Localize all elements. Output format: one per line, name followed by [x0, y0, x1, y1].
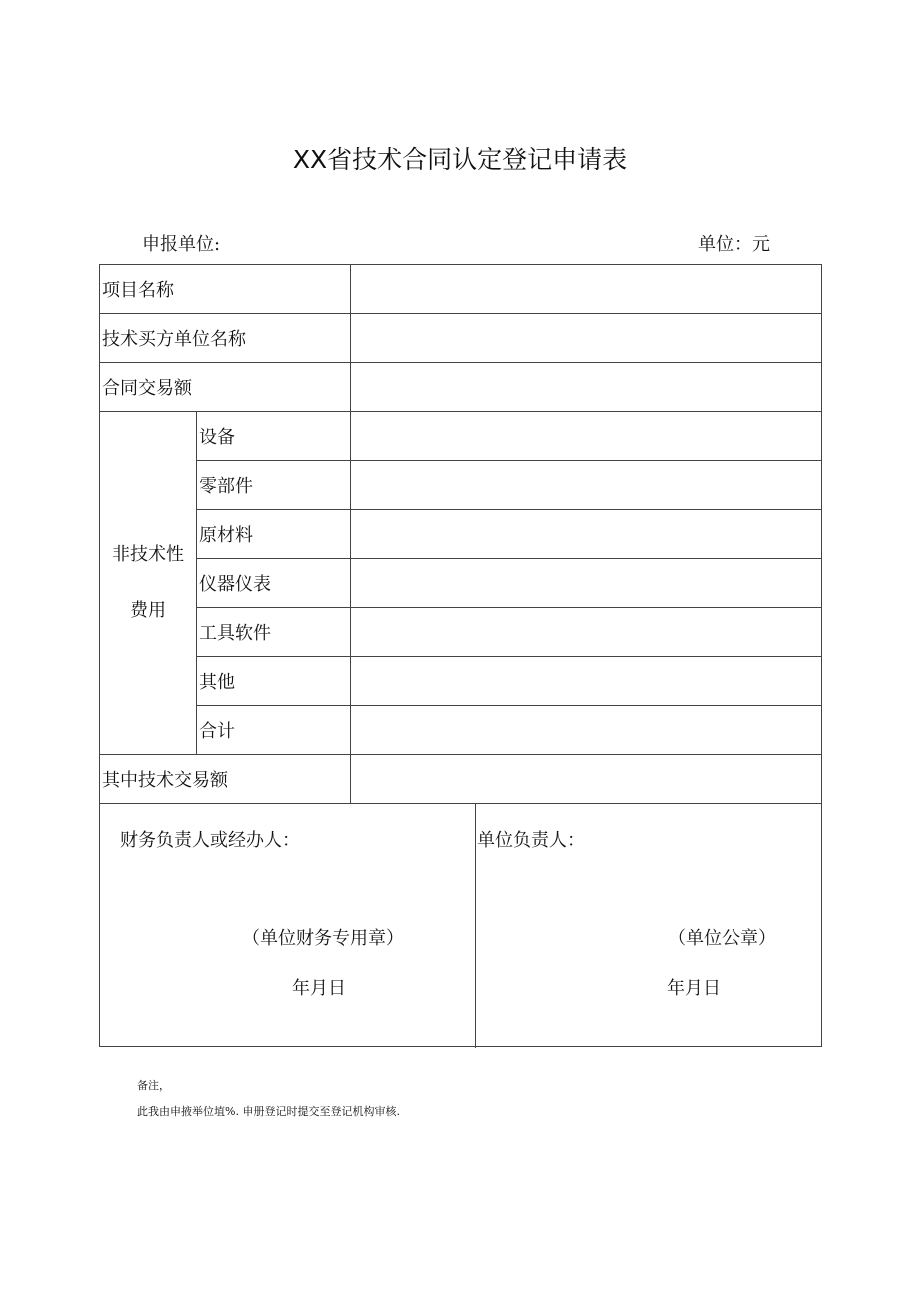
tech-amount-row — [100, 755, 822, 804]
finance-date-label: 年月日 — [292, 978, 346, 999]
tech-amount-field[interactable] — [351, 755, 822, 804]
cost-item-label: 原材料 — [197, 510, 351, 559]
applicant-label: 申报单位: — [142, 234, 221, 255]
cost-item-label: 其他 — [197, 657, 351, 706]
cost-row-parts — [100, 461, 822, 510]
finance-signer-label: 财务负责人或经办人： — [120, 830, 300, 851]
unit-date-label: 年月日 — [667, 978, 721, 999]
cost-item-field[interactable] — [351, 412, 822, 461]
cost-item-field[interactable] — [351, 657, 822, 706]
non-tech-cost-label-line1: 非技术性 — [112, 544, 184, 565]
cost-item-label: 零部件 — [197, 461, 351, 510]
non-tech-cost-group-label — [100, 412, 197, 755]
cost-row-instruments — [100, 559, 822, 608]
cost-item-label: 仪器仪表 — [197, 559, 351, 608]
contract-amount-field[interactable] — [351, 363, 822, 412]
cost-item-field[interactable] — [351, 559, 822, 608]
application-form-table — [99, 264, 822, 1047]
notes-heading: 备注， — [137, 1079, 170, 1092]
cost-row-materials — [100, 510, 822, 559]
contract-amount-label: 合同交易额 — [100, 363, 351, 412]
buyer-name-field[interactable] — [351, 314, 822, 363]
cost-item-label: 合计 — [197, 706, 351, 755]
currency-unit-label: 单位：元 — [698, 234, 770, 255]
signature-divider — [475, 804, 476, 1048]
project-name-field[interactable] — [351, 265, 822, 314]
signature-area — [100, 804, 822, 1047]
cost-item-field[interactable] — [351, 510, 822, 559]
contract-amount-row — [100, 363, 822, 412]
tech-amount-label: 其中技术交易额 — [100, 755, 351, 804]
project-name-row — [100, 265, 822, 314]
project-name-label: 项目名称 — [100, 265, 351, 314]
notes-text: 此我由申掖举位埴%. 申册登记时提交至登记机构审核. — [137, 1105, 400, 1118]
notes — [137, 1073, 400, 1125]
cost-item-field[interactable] — [351, 461, 822, 510]
buyer-name-label: 技术买方单位名称 — [100, 314, 351, 363]
cost-item-label: 工具软件 — [197, 608, 351, 657]
cost-item-field[interactable] — [351, 706, 822, 755]
cost-row-total — [100, 706, 822, 755]
unit-head-label: 单位负责人： — [477, 830, 585, 851]
signature-row — [100, 804, 822, 1047]
buyer-name-row — [100, 314, 822, 363]
form-title: XX省技术合同认定登记申请表 — [292, 145, 628, 174]
cost-row-other — [100, 657, 822, 706]
cost-item-label: 设备 — [197, 412, 351, 461]
finance-seal-label: （单位财务专用章） — [242, 928, 404, 949]
unit-seal-label: （单位公章） — [668, 928, 776, 949]
cost-row-tools-software — [100, 608, 822, 657]
non-tech-cost-label-line2: 费用 — [130, 600, 166, 621]
cost-item-field[interactable] — [351, 608, 822, 657]
cost-row-equipment — [100, 412, 822, 461]
